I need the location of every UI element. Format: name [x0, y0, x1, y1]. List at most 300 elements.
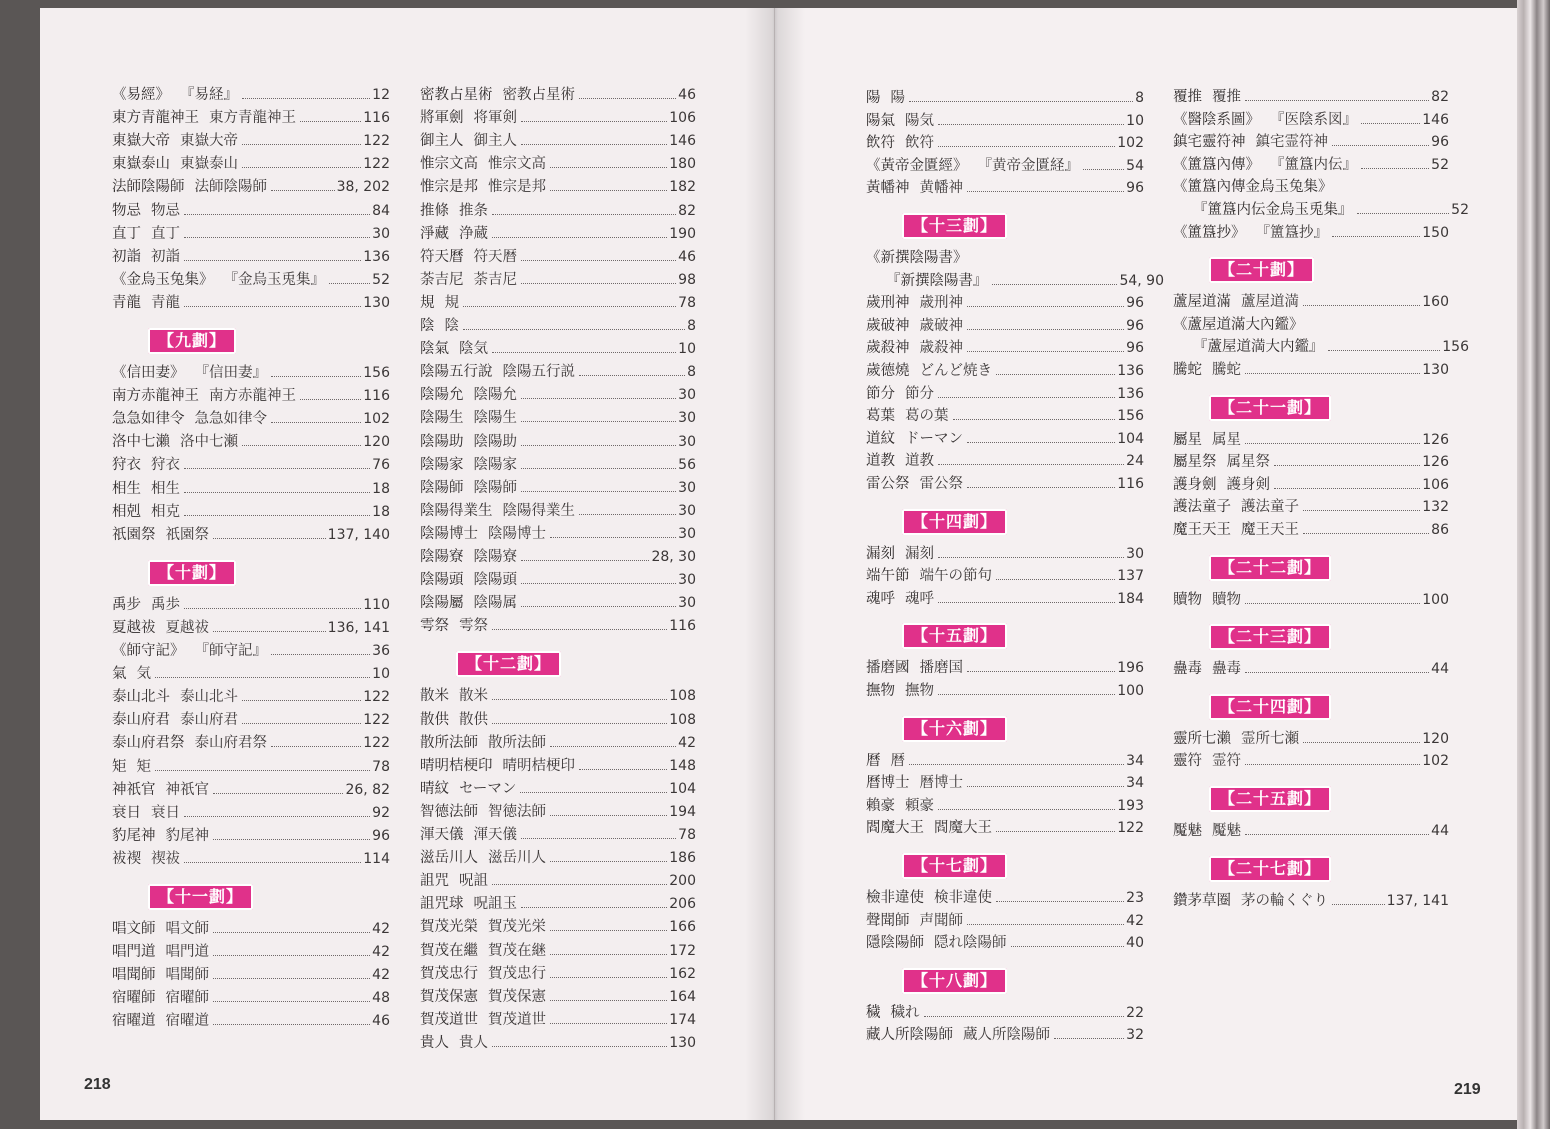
entry-page-ref: 108	[669, 711, 696, 728]
entry-page-ref: 156	[363, 365, 390, 381]
entry-page-ref: 18	[372, 480, 390, 497]
entry-page-ref: 52	[1451, 202, 1469, 218]
entry-term: 神祇官	[112, 781, 156, 798]
entry-japanese-term: 陽	[890, 90, 905, 106]
index-entry	[420, 409, 696, 427]
dot-leader	[1303, 533, 1429, 534]
entry-term: 青龍	[112, 294, 141, 311]
dot-leader	[909, 101, 1133, 102]
stroke-count-heading: 【二十二劃】	[1209, 555, 1331, 581]
entry-japanese-term: 相克	[151, 503, 180, 520]
entry-term: 詛咒球	[420, 896, 464, 913]
dot-leader	[1245, 603, 1420, 604]
index-entry	[112, 225, 390, 243]
index-entry	[420, 109, 696, 127]
dot-leader	[1332, 236, 1420, 237]
dot-leader	[155, 677, 370, 678]
entry-page-ref: 48	[372, 990, 390, 1007]
dot-leader	[938, 464, 1124, 465]
entry-japanese-term: 賀茂道世	[488, 1011, 546, 1028]
entry-term: 陰陽家	[420, 456, 464, 473]
entry-japanese-term: 魔王天王	[1241, 522, 1299, 538]
index-entry	[866, 1026, 1144, 1044]
entry-japanese-term: 晴明桔梗印	[502, 757, 575, 774]
entry-term: 《醫陰系圖》	[1173, 111, 1260, 128]
stroke-count-heading: 【十八劃】	[902, 968, 1007, 994]
index-entry	[112, 920, 390, 938]
dot-leader	[953, 419, 1116, 420]
dot-leader	[492, 699, 667, 700]
page-number-right: 219	[1454, 1081, 1481, 1098]
dot-leader	[938, 557, 1124, 558]
entry-page-ref: 30	[372, 225, 390, 242]
index-entry	[112, 966, 390, 984]
entry-page-ref: 46	[678, 87, 696, 103]
dot-leader	[521, 560, 649, 561]
entry-japanese-term: 東嶽泰山	[180, 156, 238, 173]
entry-term: 護身劍	[1173, 476, 1217, 493]
entry-page-ref: 146	[669, 133, 696, 150]
entry-term: 淨藏	[420, 225, 449, 242]
dot-leader	[242, 700, 361, 701]
entry-japanese-term: 直丁	[151, 225, 180, 242]
entry-term: 歲德燒	[866, 363, 910, 379]
entry-page-ref: 30	[1126, 545, 1144, 562]
dot-leader	[242, 98, 370, 99]
entry-page-ref: 132	[1422, 499, 1449, 516]
index-entry	[112, 596, 390, 614]
entry-japanese-term: 飲符	[905, 135, 934, 152]
entry-term: 陰陽助	[420, 433, 464, 450]
entry-term: 陰陽允	[420, 387, 464, 404]
stroke-count-heading: 【二十七劃】	[1209, 856, 1331, 882]
entry-term: 賴豪	[866, 797, 895, 814]
entry-japanese-term: 贖物	[1212, 591, 1241, 608]
entry-term: 唱門道	[112, 944, 156, 961]
entry-page-ref: 136	[1117, 385, 1144, 402]
index-entry	[866, 567, 1144, 585]
dot-leader	[550, 930, 667, 931]
index-entry	[1173, 293, 1449, 311]
entry-term: 惟宗文高	[420, 156, 478, 173]
dot-leader	[1303, 305, 1420, 306]
dot-leader	[1328, 350, 1441, 351]
entry-term: 護法童子	[1173, 499, 1231, 516]
dot-leader	[909, 764, 1124, 765]
index-entry	[420, 849, 696, 867]
index-entry	[866, 659, 1144, 677]
index-entry	[866, 249, 1144, 267]
dot-leader	[1054, 1038, 1124, 1039]
entry-japanese-term: 播磨国	[919, 660, 963, 677]
entry-page-ref: 30	[678, 410, 696, 427]
entry-page-ref: 137, 140	[327, 526, 390, 543]
entry-term: 東嶽泰山	[112, 156, 170, 173]
index-entry	[1173, 133, 1449, 151]
entry-term: 《蘆屋道滿大內鑑》	[1173, 316, 1304, 333]
entry-japanese-term: 『易経』	[180, 87, 238, 103]
entry-page-ref: 30	[678, 525, 696, 542]
entry-page-ref: 84	[372, 202, 390, 219]
entry-term: 晴明桔梗印	[420, 757, 493, 774]
entry-page-ref: 106	[1422, 476, 1449, 493]
entry-page-ref: 34	[1126, 775, 1144, 792]
index-entry	[866, 545, 1144, 563]
entry-page-ref: 32	[1126, 1027, 1144, 1044]
entry-japanese-term: 気	[136, 666, 151, 683]
entry-term: 靈符	[1173, 753, 1202, 770]
index-entry	[1173, 498, 1449, 516]
entry-japanese-term: 将軍剣	[473, 110, 517, 127]
index-entry	[866, 157, 1144, 175]
index-entry	[420, 803, 696, 821]
index-entry	[112, 86, 390, 104]
stroke-count-heading: 【二十五劃】	[1209, 786, 1331, 812]
entry-page-ref: 122	[1117, 820, 1144, 837]
entry-page-ref: 76	[372, 457, 390, 474]
index-entry	[112, 271, 390, 289]
dot-leader	[521, 583, 676, 584]
stroke-count-heading: 【十三劃】	[902, 213, 1007, 239]
entry-page-ref: 98	[678, 271, 696, 288]
entry-japanese-term: 散所法師	[488, 734, 546, 751]
index-entry	[866, 774, 1144, 792]
entry-term: 宿曜師	[112, 990, 156, 1007]
index-entry	[866, 385, 1144, 403]
entry-japanese-term: 賀茂保憲	[488, 988, 546, 1005]
entry-term: 《黃帝金匱經》	[866, 157, 968, 174]
dot-leader	[271, 376, 361, 377]
entry-japanese-term: 神祇官	[165, 781, 209, 798]
dot-leader	[996, 901, 1124, 902]
index-entry	[112, 758, 390, 776]
entry-term: 東嶽大帝	[112, 133, 170, 150]
dot-leader	[184, 862, 361, 863]
entry-page-ref: 194	[669, 803, 696, 820]
entry-page-ref: 130	[669, 1034, 696, 1051]
entry-term: 御主人	[420, 133, 464, 150]
entry-page-ref: 126	[1422, 431, 1449, 448]
entry-term: 賀茂在繼	[420, 942, 478, 959]
entry-page-ref: 44	[1431, 661, 1449, 678]
dot-leader	[521, 260, 676, 261]
entry-page-ref: 24	[1126, 453, 1144, 470]
entry-term: 詛咒	[420, 873, 449, 890]
entry-page-ref: 8	[687, 318, 696, 334]
entry-term: 氣	[112, 666, 127, 683]
dot-leader	[1303, 510, 1420, 511]
entry-page-ref: 36	[372, 643, 390, 659]
entry-term: 節分	[866, 385, 895, 402]
index-entry	[1173, 201, 1469, 219]
entry-japanese-term: 推条	[459, 202, 488, 219]
entry-page-ref: 160	[1422, 294, 1449, 311]
entry-japanese-term: 陰陽五行説	[502, 364, 575, 381]
entry-japanese-term: 護身剣	[1226, 476, 1270, 493]
right-page	[775, 8, 1517, 1120]
entry-page-ref: 54, 90	[1119, 272, 1164, 289]
entry-japanese-term: 相生	[151, 480, 180, 497]
index-entry	[420, 132, 696, 150]
index-entry	[866, 475, 1144, 493]
dot-leader	[520, 792, 667, 793]
page-number-left: 218	[84, 1076, 111, 1093]
entry-page-ref: 114	[363, 850, 390, 867]
index-entry	[112, 688, 390, 706]
index-entry	[866, 752, 1144, 770]
index-entry	[866, 134, 1144, 152]
entry-japanese-term: 東方青龍神王	[209, 110, 296, 127]
entry-japanese-term: 夏越祓	[165, 619, 209, 636]
entry-japanese-term: 暦	[890, 752, 905, 769]
entry-japanese-term: 道教	[905, 453, 934, 470]
entry-japanese-term: 端午の節句	[919, 568, 992, 585]
dot-leader	[521, 144, 667, 145]
entry-japanese-term: 陰陽生	[473, 410, 517, 427]
entry-page-ref: 42	[1126, 912, 1144, 929]
entry-term: 檢非違使	[866, 890, 924, 906]
entry-japanese-term: 歳破神	[919, 317, 963, 334]
index-entry	[112, 943, 390, 961]
dot-leader	[213, 839, 370, 840]
entry-term: 散所法師	[420, 734, 478, 751]
entry-page-ref: 46	[678, 248, 696, 265]
dot-leader	[1245, 373, 1420, 374]
index-entry	[420, 594, 696, 612]
entry-page-ref: 86	[1431, 522, 1449, 538]
dot-leader	[1332, 145, 1429, 146]
entry-term: 撫物	[866, 683, 895, 699]
index-entry	[420, 826, 696, 844]
dot-leader	[492, 884, 667, 885]
entry-page-ref: 96	[1126, 340, 1144, 357]
entry-term: 陰陽屬	[420, 595, 464, 612]
index-entry	[866, 934, 1144, 952]
dot-leader	[579, 98, 676, 99]
entry-japanese-term: 『医陰系図』	[1270, 111, 1357, 128]
dot-leader	[242, 445, 361, 446]
entry-page-ref: 10	[372, 666, 390, 683]
index-entry	[1173, 521, 1449, 539]
entry-term: 陰陽五行說	[420, 364, 493, 381]
dot-leader	[492, 352, 676, 353]
entry-japanese-term: 貴人	[459, 1034, 488, 1051]
index-entry	[112, 294, 390, 312]
entry-japanese-term: 頼豪	[905, 797, 934, 814]
index-entry	[1173, 730, 1449, 748]
dot-leader	[492, 237, 667, 238]
entry-japanese-term: 青龍	[151, 294, 180, 311]
index-entry	[420, 363, 696, 381]
dot-leader	[213, 955, 370, 956]
entry-japanese-term: 蘆屋道満	[1241, 294, 1299, 311]
entry-japanese-term: 陰陽頭	[473, 572, 517, 589]
entry-term: 《師守記》	[112, 643, 185, 659]
entry-term: 散米	[420, 688, 449, 705]
entry-page-ref: 44	[1431, 823, 1449, 839]
dot-leader	[1361, 168, 1429, 169]
index-entry	[420, 433, 696, 451]
dot-leader	[521, 838, 676, 839]
dot-leader	[521, 398, 676, 399]
dot-leader	[521, 283, 676, 284]
entry-term: 鎮宅靈符神	[1173, 134, 1246, 151]
entry-term: 推條	[420, 202, 449, 219]
entry-term: 《簠簋內傳金烏玉兔集》	[1173, 179, 1333, 196]
entry-japanese-term: 陰陽属	[473, 595, 517, 612]
entry-term: 隱陰陽師	[866, 935, 924, 952]
index-entry	[1173, 156, 1449, 174]
dot-leader	[329, 283, 370, 284]
entry-page-ref: 186	[669, 850, 696, 867]
dot-leader	[550, 167, 667, 168]
index-entry	[112, 248, 390, 266]
entry-term: 陰陽得業生	[420, 502, 493, 519]
entry-page-ref: 78	[678, 827, 696, 843]
entry-page-ref: 196	[1117, 660, 1144, 677]
index-entry	[420, 86, 696, 104]
entry-page-ref: 120	[1422, 730, 1449, 747]
entry-term: 陰陽頭	[420, 572, 464, 589]
entry-page-ref: 137, 141	[1386, 892, 1449, 909]
dot-leader	[550, 190, 667, 191]
dot-leader	[938, 146, 1115, 147]
dot-leader	[967, 487, 1115, 488]
entry-term: 陰陽生	[420, 410, 464, 427]
entry-japanese-term: 渾天儀	[473, 827, 517, 843]
entry-page-ref: 156	[1442, 339, 1469, 356]
dot-leader	[184, 306, 361, 307]
index-entry	[866, 89, 1144, 107]
entry-japanese-term: 暦博士	[919, 775, 963, 792]
entry-page-ref: 54	[1126, 157, 1144, 174]
entry-page-ref: 116	[1117, 476, 1144, 492]
index-entry	[112, 202, 390, 220]
dot-leader	[1357, 213, 1450, 214]
dot-leader	[521, 445, 676, 446]
dot-leader	[521, 421, 676, 422]
index-entry	[1173, 591, 1449, 609]
dot-leader	[213, 793, 343, 794]
entry-page-ref: 96	[372, 827, 390, 844]
entry-page-ref: 104	[1117, 430, 1144, 447]
entry-term: 渾天儀	[420, 827, 464, 843]
entry-japanese-term: 陰陽助	[473, 433, 517, 450]
dot-leader	[550, 954, 667, 955]
entry-japanese-term: 呪詛玉	[473, 896, 517, 913]
entry-japanese-term: 陰陽寮	[473, 549, 517, 565]
entry-term: 藏人所陰陽師	[866, 1027, 953, 1044]
dot-leader	[521, 121, 667, 122]
entry-page-ref: 108	[669, 688, 696, 705]
entry-japanese-term: 護法童子	[1241, 499, 1299, 516]
entry-page-ref: 42	[678, 734, 696, 751]
dot-leader	[492, 629, 667, 630]
dot-leader	[938, 397, 1115, 398]
entry-japanese-term: 漏刻	[905, 545, 934, 562]
entry-page-ref: 130	[363, 294, 390, 311]
stroke-count-heading: 【二十劃】	[1209, 257, 1314, 283]
entry-japanese-term: 禹歩	[151, 596, 180, 613]
entry-japanese-term: 密教占星術	[502, 87, 575, 103]
index-entry	[420, 687, 696, 705]
dot-leader	[967, 786, 1124, 787]
dot-leader	[213, 978, 370, 979]
index-entry	[420, 734, 696, 752]
entry-term: 贖物	[1173, 591, 1202, 608]
entry-japanese-term: 陰陽得業生	[502, 502, 575, 519]
entry-japanese-term: 黄幡神	[919, 180, 963, 197]
index-entry	[420, 525, 696, 543]
entry-japanese-term: 『簠簋抄』	[1255, 224, 1328, 241]
entry-japanese-term: 陰陽博士	[488, 525, 546, 542]
entry-japanese-term: 陰	[444, 318, 459, 334]
entry-term: 歲刑神	[866, 295, 910, 312]
entry-term: 泰山北斗	[112, 689, 170, 706]
entry-page-ref: 82	[1431, 89, 1449, 105]
entry-term: 道教	[866, 453, 895, 470]
dot-leader	[967, 329, 1124, 330]
dot-leader	[967, 351, 1124, 352]
index-entry	[420, 502, 696, 520]
entry-page-ref: 136	[1117, 363, 1144, 379]
index-entry	[112, 387, 390, 405]
entry-japanese-term: 撫物	[905, 683, 934, 699]
entry-term: 漏刻	[866, 545, 895, 562]
index-entry	[112, 989, 390, 1007]
dot-leader	[184, 816, 370, 817]
dot-leader	[992, 284, 1118, 285]
entry-page-ref: 78	[372, 758, 390, 775]
index-entry	[112, 781, 390, 799]
entry-japanese-term: 賀茂光栄	[488, 919, 546, 936]
entry-term: 滋岳川人	[420, 850, 478, 867]
entry-term: 將軍劍	[420, 110, 464, 127]
entry-japanese-term: 声聞師	[919, 912, 963, 929]
entry-page-ref: 30	[678, 479, 696, 496]
dot-leader	[550, 746, 676, 747]
entry-japanese-term: 『簠簋内伝』	[1270, 156, 1357, 173]
index-entry	[112, 364, 390, 382]
entry-term: 散供	[420, 711, 449, 728]
entry-page-ref: 23	[1126, 890, 1144, 906]
stroke-count-heading: 【十六劃】	[902, 716, 1007, 742]
entry-page-ref: 30	[678, 595, 696, 612]
entry-japanese-term: 浄蔵	[459, 225, 488, 242]
entry-page-ref: 12	[372, 87, 390, 103]
entry-page-ref: 78	[678, 294, 696, 311]
entry-page-ref: 193	[1117, 797, 1144, 814]
entry-japanese-term: 禊祓	[151, 850, 180, 867]
entry-term: 曆博士	[866, 775, 910, 792]
index-entry	[866, 407, 1144, 425]
dot-leader	[1274, 488, 1420, 489]
entry-page-ref: 102	[1117, 135, 1144, 152]
entry-japanese-term: 惟宗是邦	[488, 179, 546, 196]
entry-japanese-term: 魂呼	[905, 590, 934, 607]
entry-page-ref: 96	[1431, 134, 1449, 151]
entry-term: 雷公祭	[866, 476, 910, 492]
dot-leader	[996, 831, 1115, 832]
entry-term: 《簠簋抄》	[1173, 224, 1246, 241]
entry-japanese-term: 蠱毒	[1212, 661, 1241, 678]
dot-leader	[242, 723, 361, 724]
index-entry	[420, 155, 696, 173]
entry-page-ref: 148	[669, 757, 696, 774]
stroke-count-heading: 【十七劃】	[902, 853, 1007, 879]
stroke-count-heading: 【二十三劃】	[1209, 624, 1331, 650]
index-entry	[112, 711, 390, 729]
